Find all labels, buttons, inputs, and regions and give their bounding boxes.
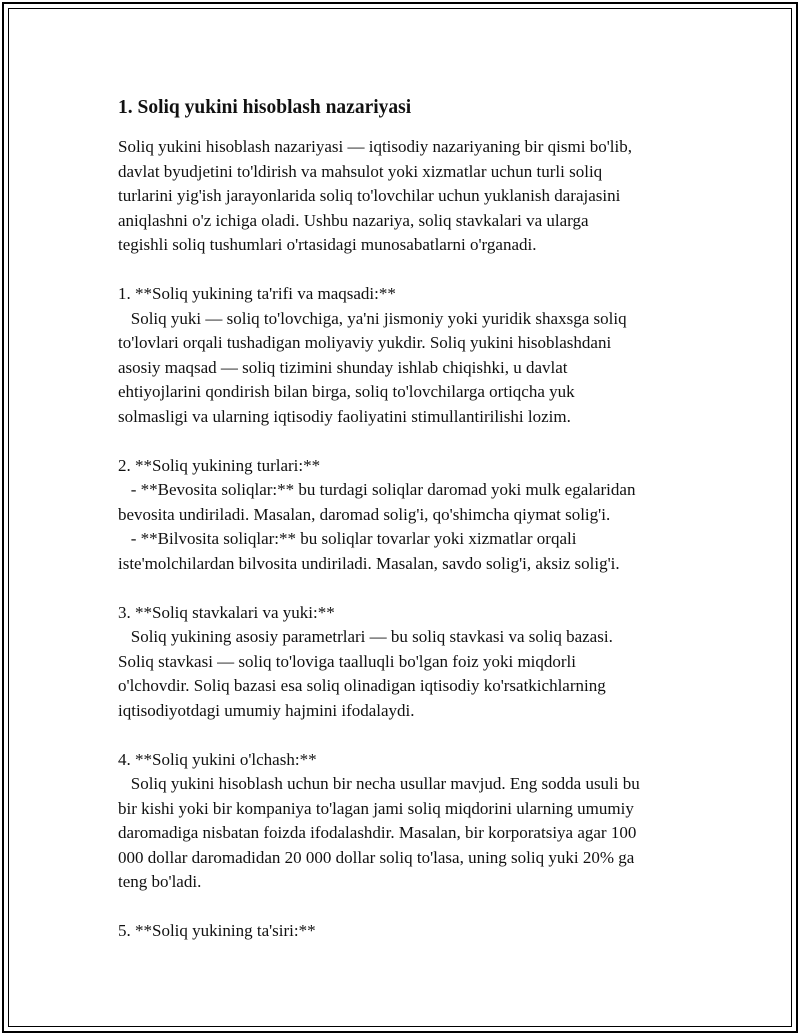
- text-line: Soliq stavkasi — soliq to'loviga taalluqli bo'lgan foiz yoki miqdorli: [118, 651, 577, 671]
- text-line: Soliq yukining asosiy parametrlari — bu soliq stavkasi va soliq bazasi.: [118, 627, 613, 646]
- text-line: iqtisodiyotdagi umumiy hajmini ifodalaydi.: [118, 700, 415, 720]
- section-3: [118, 601, 698, 724]
- text-line: 000 dollar daromadidan 20 000 dollar soliq to'lasa, uning soliq yuki 20% ga: [118, 847, 635, 867]
- text-line: o'lchovdir. Soliq bazasi esa soliq olinadigan iqtisodiy ko'rsatkichlarning: [118, 676, 606, 695]
- text-line: solmasligi va ularning iqtisodiy faoliyatini stimullantirilishi lozim.: [118, 406, 571, 426]
- text-line: Soliq yukini hisoblash uchun bir necha usullar mavjud. Eng sodda usuli bu: [118, 774, 640, 793]
- section-2: [118, 454, 698, 577]
- section-heading: 3. **Soliq stavkalari va yuki:**: [118, 602, 335, 622]
- text-line: tegishli soliq tushumlari o'rtasidagi munosabatlarni o'rganadi.: [118, 235, 537, 254]
- document-title: 1. Soliq yukini hisoblash nazariyasi: [118, 97, 412, 118]
- paragraph-gap: [118, 895, 698, 920]
- text-line: turlarini yig'ish jarayonlarida soliq to'lovchilar uchun yuklanish darajasini: [118, 186, 621, 205]
- section-heading: 2. **Soliq yukining turlari:**: [118, 455, 321, 475]
- text-line: daromadiga nisbatan foizda ifodalashdir. Masalan, bir korporatsiya agar 100: [118, 823, 637, 842]
- text-line: bevosita undiriladi. Masalan, daromad solig'i, qo'shimcha qiymat solig'i.: [118, 504, 611, 524]
- text-line: bir kishi yoki bir kompaniya to'lagan jami soliq miqdorini ularning umumiy: [118, 798, 634, 818]
- document-body: [118, 95, 698, 944]
- intro-paragraph: [118, 135, 698, 258]
- text-line: - **Bilvosita soliqlar:** bu soliqlar tovarlar yoki xizmatlar orqali: [118, 529, 577, 548]
- text-line: - **Bevosita soliqlar:** bu turdagi soliqlar daromad yoki mulk egalaridan: [118, 480, 636, 499]
- paragraph-gap: [118, 723, 698, 748]
- text-line: iste'molchilardan bilvosita undiriladi. Masalan, savdo solig'i, aksiz solig'i.: [118, 553, 620, 573]
- text-line: Soliq yukini hisoblash nazariyasi — iqtisodiy nazariyaning bir qismi bo'lib,: [118, 137, 632, 156]
- text-line: teng bo'ladi.: [118, 872, 202, 891]
- text-line: ehtiyojlarini qondirish bilan birga, soliq to'lovchilarga ortiqcha yuk: [118, 382, 575, 401]
- text-line: davlat byudjetini to'ldirish va mahsulot yoki xizmatlar uchun turli soliq: [118, 161, 603, 181]
- text-line: asosiy maqsad — soliq tizimini shunday ishlab chiqishki, u davlat: [118, 357, 568, 377]
- section-5: [118, 919, 698, 944]
- text-line: to'lovlari orqali tushadigan moliyaviy yukdir. Soliq yukini hisoblashdani: [118, 333, 612, 352]
- section-heading: 4. **Soliq yukini o'lchash:**: [118, 749, 317, 769]
- section-heading: 1. **Soliq yukining ta'rifi va maqsadi:**: [118, 284, 396, 303]
- paragraph-gap: [118, 429, 698, 454]
- section-1: [118, 282, 698, 429]
- text-line: Soliq yuki — soliq to'lovchiga, ya'ni jismoniy yoki yuridik shaxsga soliq: [118, 308, 627, 328]
- text-line: aniqlashni o'z ichiga oladi. Ushbu nazariya, soliq stavkalari va ularga: [118, 210, 589, 230]
- paragraph-gap: [118, 576, 698, 601]
- paragraph-gap: [118, 258, 698, 283]
- section-4: [118, 748, 698, 895]
- section-heading: 5. **Soliq yukining ta'siri:**: [118, 921, 316, 940]
